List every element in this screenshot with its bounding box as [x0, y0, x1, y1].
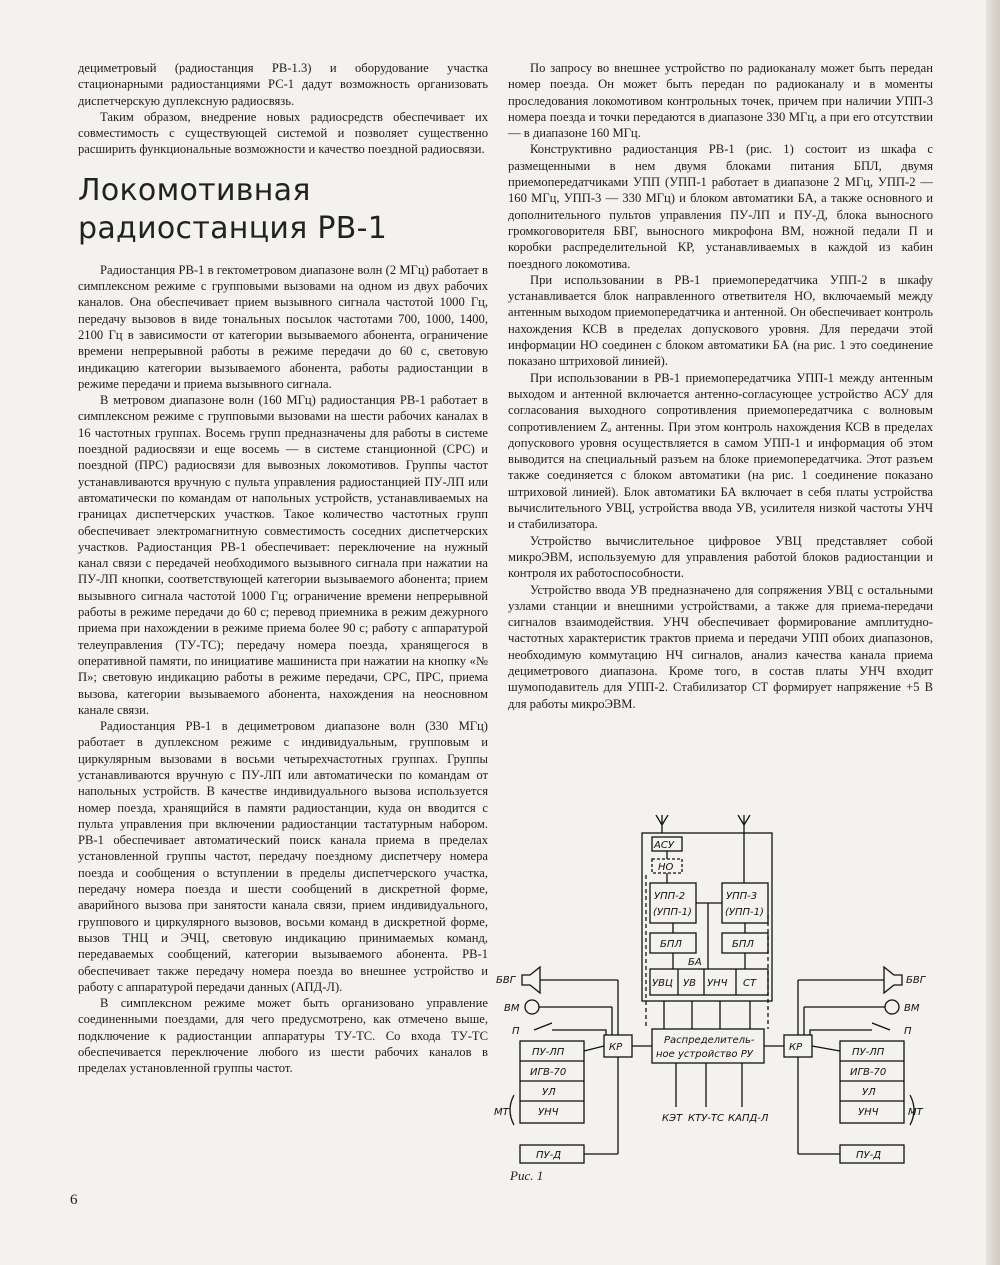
page-number: 6: [70, 1192, 78, 1208]
paragraph: При использовании в РВ-1 приемопередатчика УПП-2 в шкафу устанавливается блок направленного ответвителя НО, включаемый между антенным выходом приемопередатчика и антенной. Он обеспечивает контроль нахождения КСВ в пределах допускового уровня. Для передачи этой информации НО соединен с блоком автоматики БА (на рис. 1 это соединение показано штриховой линией).: [508, 272, 933, 369]
label-upp3-sub: (УПП-1): [725, 907, 764, 918]
paragraph: Устройство ввода УВ предназначено для сопряжения УВЦ с остальными узлами станции и внешними устройствами, а также для приема-передачи сигналов взаимодействия. УНЧ обеспечивает формирование амплитудно-частотных характеристик трактов приема и передачи УПП обоих диапазонов, необходимую коммутацию НЧ сигналов, анализ качества канала приема дециметрового диапазона. Кроме того, в состав платы УНЧ входит шумоподавитель для УПП-2. Стабилизатор СТ формирует напряжение +5 В для работы микроЭВМ.: [508, 582, 933, 711]
label-kr-right: КР: [789, 1042, 803, 1053]
antenna-left-icon: [656, 815, 668, 833]
microphone-left-icon: [525, 1000, 539, 1014]
label-unch: УНЧ: [707, 978, 728, 989]
label-bvg-left: БВГ: [496, 975, 516, 986]
label-upp3: УПП-3: [726, 891, 758, 902]
label-st: СТ: [743, 978, 757, 989]
label-kr-left: КР: [609, 1042, 623, 1053]
label-uvc: УВЦ: [652, 978, 673, 989]
label-asu: АСУ: [654, 840, 674, 851]
label-p-left: П: [512, 1026, 520, 1037]
left-column: [78, 60, 488, 1077]
label-p-right: П: [904, 1026, 912, 1037]
label-ru-1: Распределитель-: [664, 1035, 755, 1046]
label-vm-left: ВМ: [504, 1003, 520, 1014]
label-pu-lp-left: ПУ-ЛП: [532, 1047, 565, 1058]
label-mt-left: МТ: [494, 1107, 509, 1118]
label-ba: БА: [688, 957, 702, 968]
label-kapd: КАПД-Л: [728, 1113, 769, 1124]
paragraph: дециметровый (радиостанция РВ-1.3) и оборудование участка стационарными радиостанциями РС-1 дадут возможность организовать диспетчерскую дуплексную радиосвязь.: [78, 61, 488, 108]
right-column: [508, 60, 933, 712]
paragraph: Радиостанция РВ-1 в дециметровом диапазоне волн (330 МГц) работает в дуплексном режиме с индивидуальным, групповым и циркулярным вызовами в восьми четырехчастотных группах. Группы устанавливаются вручную с ПУ-ЛП или автоматически по командам от напольных устройств. В качестве индивидуального вызова используется номер поезда, хранящийся в памяти радиостанции, куда он вводится с пульта управления при включении радиостанции тастатурным набором. РВ-1 обеспечивает автоматический поиск канала приема в пределах установленной группы частот, передачу поездному диспетчеру номера поезда и сообщения о вступлении в пределы диспетчерского участка, передачу номера поезда и шести сообщений в дискретной форме, аварийного вызова при занятости канала связи, прием индивидуального, группового и циркулярного вызовов, восьми команд в дискретной форме, вызов ТНЦ и ЭЧЦ, световую индикацию принимаемых команд, передаваемых сообщений, категории вызываемого абонента. РВ-1 обеспечивает также передачу номера поезда во внешнее устройство и работу с аппаратурой передачи данных (АПД-Л).: [78, 719, 488, 994]
paragraph: При использовании в РВ-1 приемопередатчика УПП-1 между антенным выходом и антенной включается антенно-согласующее устройство АСУ для согласования выходного сопротивления приемопередатчика с волновым сопротивлением Zₐ антенны. При этом контроль нахождения КСВ в пределах допускового уровня осуществляется в самом УПП-1 и информация об этом выводится на специальный разъем на блоке приемопередатчика. Этот разъем также соединяется с блоком автоматики (на рис. 1 соединение показано штриховой линией). Блок автоматики БА включает в себя платы устройства вычислительного УВЦ, устройства ввода УВ, усилителя низкой частоты УНЧ и стабилизатора.: [508, 370, 933, 532]
paragraph: В симплексном режиме может быть организовано управление соединенными поездами, для чего предусмотрено, как отмечено выше, подключение к радиостанции аппаратуры ТУ-ТС. Со входа ТУ-ТС обеспечивается переключение любого из шести рабочих каналов в пределах установленной группы частот.: [78, 996, 488, 1076]
pedal-right-icon: [810, 1023, 890, 1035]
label-igv-left: ИГВ-70: [530, 1067, 567, 1078]
page-fold-shadow: [986, 0, 1000, 1265]
figure-caption: Рис. 1: [510, 1168, 544, 1183]
handset-left-icon: [510, 1095, 514, 1125]
paragraph: В метровом диапазоне волн (160 МГц) радиостанция РВ-1 работает в симплексном режиме с групповыми вызовами на шести рабочих каналах в 16 частотных группах. Восемь групп предназначены для работы в системе поездной радиосвязи и еще восемь — в системе станционной (СРС) и поездной (ПРС) радиосвязи для вывозных локомотивов. Группы частот устанавливаются вручную с пульта управления радиостанцией ПУ-ЛП или автоматически по командам от напольных устройств, устанавливаемых на границах диспетчерских участков. Такое количество частотных групп обеспечивает электромагнитную совместимость соседних диспетчерских участков. Радиостанция РВ-1 обеспечивает: переключение на нужный канал связи с передачей необходимого вызывного сигнала при нажатии на ПУ-ЛП кнопки, соответствующей категории вызываемого абонента; прием вызывного сигнала частотой 1000 Гц; ограничение времени непрерывной работы в режиме передачи до 60 с; перевод приемника в режим дежурного приема при нахождении в режиме приема более 90 с; работу с аппаратурой телеуправления (ТУ-ТС); передачу номера поезда, хранящегося в оперативной памяти, по инициативе машиниста при нажатии на кнопку «№ П»; световую индикацию работы в режиме передачи, СРС, ПРС, приема вызова, категории вызываемого абонента, нахождения на неосновном канале связи.: [78, 393, 488, 717]
label-bvg-right: БВГ: [906, 975, 926, 986]
label-pu-lp-right: ПУ-ЛП: [852, 1047, 885, 1058]
label-ru-2: ное устройство РУ: [656, 1049, 753, 1060]
paragraph: Таким образом, внедрение новых радиосредств обеспечивает их совместимость с существующей системой и позволяет существенно расширить функциональные возможности и качество поездной радиосвязи.: [78, 109, 488, 157]
paragraph: Устройство вычислительное цифровое УВЦ представляет собой микроЭВМ, используемую для управления работой блоков радиостанции и контроля их работоспособности.: [508, 533, 933, 581]
label-uv: УВ: [683, 978, 696, 989]
block-diagram-svg: [492, 815, 932, 1195]
label-bpl-right: БПЛ: [732, 939, 754, 950]
antenna-right-icon: [738, 815, 750, 833]
paragraph: По запросу во внешнее устройство по радиоканалу может быть передан номер поезда. Он может быть передан по радиоканалу и в моменты проследования локомотивом контрольных точек, причем при наличии УПП-3 номера поезда и точки передаются в диапазоне 330 МГц, а при его отсутствии — в диапазоне 160 МГц.: [508, 61, 933, 141]
label-mt-right: МТ: [908, 1107, 923, 1118]
paragraph: Конструктивно радиостанция РВ-1 (рис. 1) состоит из шкафа с размещенными в нем двумя блоками питания БПЛ, двумя приемопередатчиками УПП (УПП-1 работает в диапазоне 2 МГц, УПП-2 — 160 МГц, УПП-3 — 330 МГц) и блоком автоматики БА, а также основного и дополнительного пультов управления ПУ-ЛП и ПУ-Д, блока выносного громкоговорителя БВГ, выносного микрофона ВМ, ножной педали П и коробки распределительной КР, устанавливаемых в каждой из кабин поездного локомотива.: [508, 142, 933, 271]
paragraph: Радиостанция РВ-1 в гектометровом диапазоне волн (2 МГц) работает в симплексном режиме с групповыми вызовами на одном из двух рабочих каналов. Она обеспечивает прием вызывного сигнала частотой 1000 Гц, передачу вызовов в виде тональных посылок частотами 700, 1000, 1400, 2100 Гц в зависимости от категории вызываемого абонента, ограничение времени непрерывной работы в режиме передачи до 60 с, световую индикацию категории вызываемого абонента, работы радиостанции в режиме передачи и приема вызывного сигнала.: [78, 262, 488, 391]
label-no: НО: [658, 862, 674, 873]
label-bpl-left: БПЛ: [660, 939, 682, 950]
block-diagram: [492, 815, 932, 1195]
speaker-left-icon: [522, 967, 540, 993]
section-heading: Локомотивная радиостанция РВ-1: [78, 172, 388, 246]
label-ul-left: УЛ: [542, 1087, 556, 1098]
label-upp2-sub: (УПП-1): [653, 907, 692, 918]
pedal-left-icon: [534, 1023, 606, 1035]
microphone-right-icon: [885, 1000, 899, 1014]
label-vm-right: ВМ: [904, 1003, 920, 1014]
speaker-right-icon: [884, 967, 902, 993]
label-ktu: КТУ-ТС: [688, 1113, 725, 1124]
label-ul-right: УЛ: [862, 1087, 876, 1098]
label-ket: КЭТ: [662, 1113, 683, 1124]
label-upp2: УПП-2: [654, 891, 686, 902]
label-pu-d-left: ПУ-Д: [536, 1150, 562, 1161]
label-igv-right: ИГВ-70: [850, 1067, 887, 1078]
label-pu-d-right: ПУ-Д: [856, 1150, 882, 1161]
label-unch-left: УНЧ: [538, 1107, 559, 1118]
label-unch-right: УНЧ: [858, 1107, 879, 1118]
